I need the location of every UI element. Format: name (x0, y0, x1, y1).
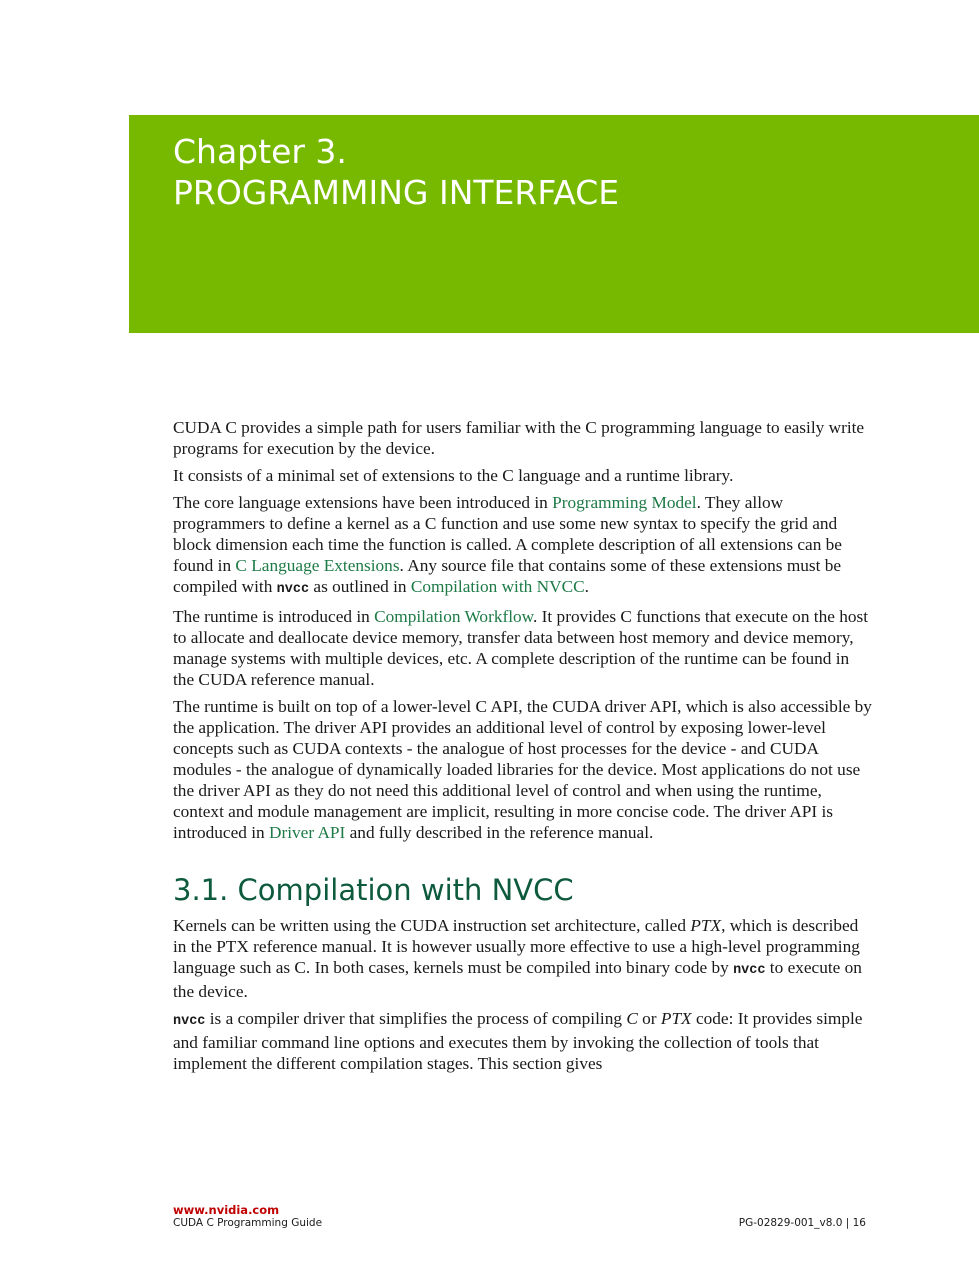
emphasis-ptx: PTX (690, 916, 722, 935)
link-compilation-workflow[interactable]: Compilation Workflow (374, 607, 534, 626)
text: . It provides C functions that execute on the host to allocate and deallocate device memory, transfer data between host memory and device memory, manage systems with multiple devices, etc. A complete description of the runtime can be found in the CUDA reference manual. (173, 607, 869, 689)
link-programming-model[interactable]: Programming Model (552, 493, 697, 512)
emphasis-c: C (626, 1009, 638, 1028)
link-compilation-with-nvcc[interactable]: Compilation with NVCC (410, 577, 585, 596)
text: or (637, 1009, 661, 1028)
paragraph-nvcc-driver (173, 1008, 873, 1074)
chapter-name: PROGRAMMING INTERFACE (173, 173, 620, 212)
text: . They allow programmers to define a kernel as a C function and use some new syntax to specify the grid and block dimension each time the function is called. A complete description of all extensions can be found in (173, 493, 842, 575)
footer-separator: | (842, 1217, 853, 1229)
paragraph-intro: CUDA C provides a simple path for users familiar with the C programming language to easily write programs for execution by the device. (173, 418, 865, 458)
link-driver-api[interactable]: Driver API (268, 823, 346, 842)
text: . (584, 577, 589, 596)
code-nvcc: nvcc (276, 582, 310, 597)
code-nvcc: nvcc (173, 1014, 206, 1029)
footer-url-link[interactable]: www.nvidia.com (173, 1203, 280, 1217)
text: and fully described in the reference manual. (345, 823, 654, 842)
footer-row (173, 1217, 866, 1230)
text: Kernels can be written using the CUDA instruction set architecture, called (173, 916, 691, 935)
text: , which is described in the PTX reference manual. It is however usually more effective to use a high-level programming language such as C. In both cases, kernels must be compiled into binary code by (173, 916, 860, 977)
chapter-number: Chapter 3. (173, 132, 347, 171)
footer-doc-title: CUDA C Programming Guide (173, 1217, 323, 1229)
link-c-language-extensions[interactable]: C Language Extensions (235, 556, 400, 575)
code-nvcc: nvcc (733, 963, 766, 978)
text: is a compiler driver that simplifies the process of compiling (205, 1009, 627, 1028)
emphasis-ptx: PTX (660, 1009, 692, 1028)
chapter-banner (129, 115, 979, 333)
page-footer (173, 1203, 866, 1230)
paragraph-runtime (173, 606, 873, 690)
paragraph-extensions: It consists of a minimal set of extensions to the C language and a runtime library. (173, 466, 734, 485)
footer-page-info (739, 1217, 866, 1230)
text: code: It provides simple and familiar command line options and executes them by invoking the collection of tools that implement the different compilation stages. This section gives (173, 1009, 863, 1073)
footer-doc-id: PG-02829-001_v8.0 (738, 1217, 843, 1229)
text: The runtime is built on top of a lower-level C API, the CUDA driver API, which is also accessible by the application. The driver API provides an additional level of control by exposing lower-level concepts such as CUDA contexts - the analogue of host processes for the device - and CUDA modules - the analogue of dynamically loaded libraries for the device. Most applications do not use the driver API as they do not need this additional level of control and when using the runtime, context and module management are implicit, resulting in more concise code. The driver API is introduced in (173, 697, 872, 842)
paragraph-driver-api (173, 696, 873, 843)
text: to execute on the device. (173, 958, 862, 1001)
text: as outlined in (309, 577, 411, 596)
section-heading: 3.1. Compilation with NVCC (173, 873, 574, 907)
text: The core language extensions have been introduced in (173, 493, 553, 512)
paragraph-kernels (173, 915, 873, 1002)
chapter-title (173, 131, 619, 213)
text: . Any source file that contains some of these extensions must be compiled with (173, 556, 842, 596)
footer-page-number: 16 (852, 1217, 866, 1229)
text: The runtime is introduced in (173, 607, 375, 626)
page-content (173, 417, 873, 1080)
paragraph-core-extensions (173, 492, 873, 600)
